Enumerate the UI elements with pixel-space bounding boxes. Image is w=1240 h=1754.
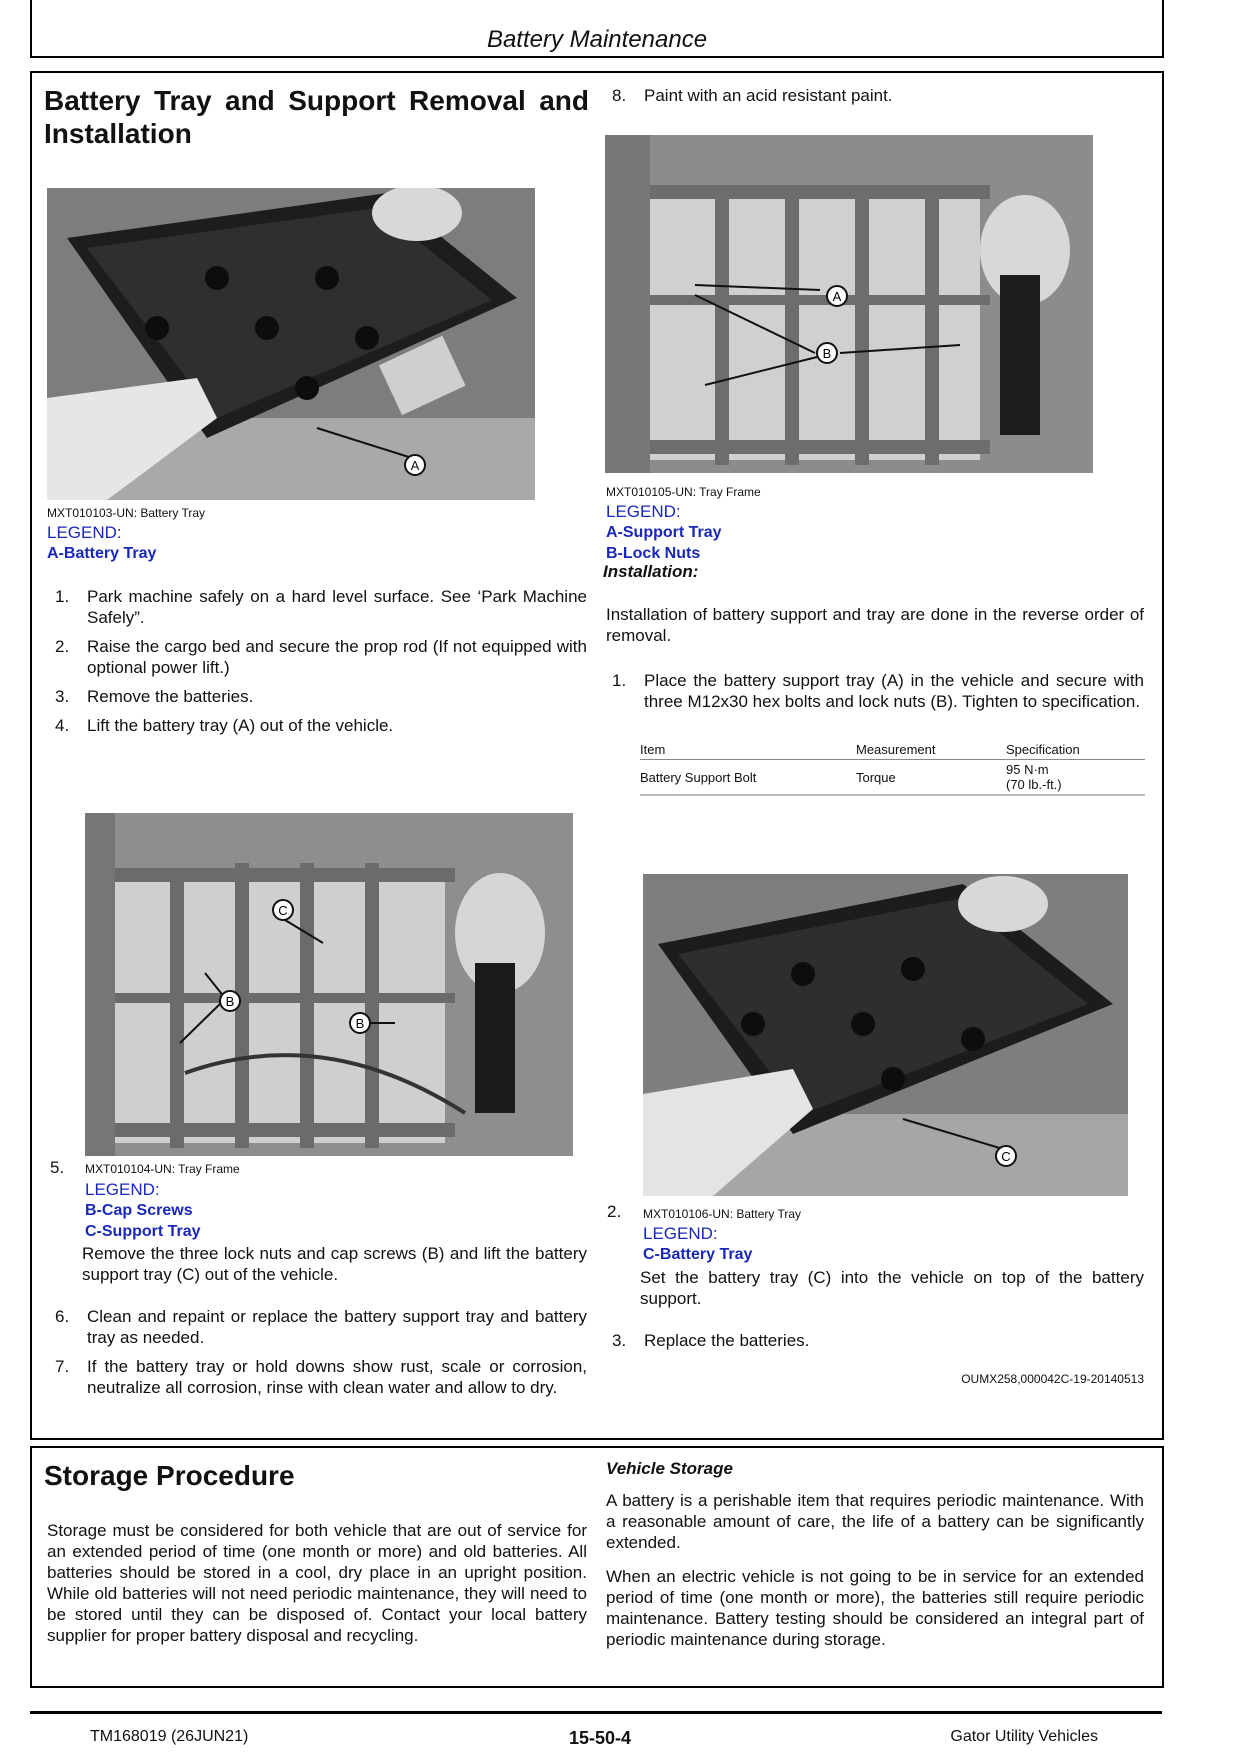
legend-item: C-Support Tray [85, 1223, 201, 1240]
col-item: Item [640, 740, 856, 760]
step-item: 3. Remove the batteries. [55, 687, 254, 706]
vehicle-storage-heading: Vehicle Storage [606, 1459, 733, 1478]
step-item: 2. Raise the cargo bed and secure the prop rod (If not equipped with optional power lift.) [55, 637, 587, 677]
storage-right-p2: When an electric vehicle is not going to be in service for an extended period of time (one month or more), the batteries still require periodic maintenance. Battery testing should be considered an integral part of periodic maintenance during storage. [606, 1567, 1144, 1649]
step-item: 3. Replace the batteries. [612, 1331, 810, 1350]
legend-title: LEGEND: [85, 1180, 160, 1199]
figure1-caption: MXT010103-UN: Battery Tray [47, 506, 206, 520]
spec-table-header [640, 740, 1145, 760]
figure2-legend [85, 1180, 201, 1242]
storage-right-p1: A battery is a perishable item that requires periodic maintenance. With a reasonable amount of care, the life of a battery can be significantly extended. [606, 1491, 1144, 1552]
figure-tray-frame-photo-2 [605, 135, 1093, 473]
cell-specification: 95 N·m (70 lb.-ft.) [1006, 760, 1145, 796]
callout-b: B [225, 994, 235, 1009]
footer-page-number: 15-50-4 [568, 1728, 632, 1748]
figure3-legend [606, 502, 722, 564]
figure4-legend [643, 1224, 752, 1265]
document-code: OUMX258,000042C-19-20140513 [961, 1372, 1144, 1386]
col-measurement: Measurement [856, 740, 1006, 760]
install-step3 [604, 1330, 1144, 1351]
step-item: 6. Clean and repaint or replace the battery support tray and battery tray as needed. [55, 1307, 587, 1347]
figure-tray-frame-photo-1 [85, 813, 573, 1156]
section2-title: Storage Procedure [44, 1460, 295, 1491]
install-step1 [604, 670, 1144, 712]
step8 [604, 85, 1144, 106]
figure4-caption: MXT010106-UN: Battery Tray [643, 1207, 802, 1221]
step-item: 1. Park machine safely on a hard level surface. See ‘Park Machine Safely”. [55, 587, 587, 627]
step-item: 8. Paint with an acid resistant paint. [612, 86, 893, 105]
callout-b: B [822, 346, 832, 361]
legend-title: LEGEND: [643, 1224, 718, 1243]
figure2-caption: MXT010104-UN: Tray Frame [85, 1162, 240, 1176]
legend-item: A-Battery Tray [47, 545, 157, 562]
callout-c: C [278, 903, 288, 918]
later-steps [47, 1306, 587, 1398]
footer-doc-id: TM168019 (26JUN21) [90, 1728, 249, 1745]
header-title: Battery Maintenance [486, 26, 708, 53]
legend-title: LEGEND: [47, 523, 122, 542]
removal-steps [47, 586, 587, 736]
section1-title: Battery Tray and Support Removal and Installation [44, 85, 589, 149]
legend-item: B-Lock Nuts [606, 545, 701, 562]
callout-a: A [832, 289, 842, 304]
figure3-caption: MXT010105-UN: Tray Frame [606, 485, 761, 499]
legend-item: C-Battery Tray [643, 1246, 753, 1263]
footer-rule [30, 1711, 1162, 1714]
installation-heading: Installation: [603, 562, 699, 581]
footer-manual-name: Gator Utility Vehicles [950, 1728, 1098, 1745]
callout-a: A [410, 458, 420, 473]
figure1-legend [47, 523, 156, 564]
col-specification: Specification [1006, 740, 1145, 760]
cell-item: Battery Support Bolt [640, 760, 856, 796]
step-item: 4. Lift the battery tray (A) out of the vehicle. [55, 716, 394, 735]
legend-item: A-Support Tray [606, 524, 722, 541]
step-item: 7. If the battery tray or hold downs show rust, scale or corrosion, neutralize all corrosion, rinse with clean water and allow to dry. [55, 1357, 587, 1397]
step-number: 5. [50, 1158, 65, 1177]
figure-battery-tray-photo-2 [643, 874, 1128, 1196]
legend-title: LEGEND: [606, 502, 681, 521]
step5-text: Remove the three lock nuts and cap screws (B) and lift the battery support tray (C) out of the vehicle. [82, 1244, 587, 1284]
spec-table [640, 740, 1145, 796]
step-number: 2. [607, 1202, 622, 1221]
figure-battery-tray-photo [47, 188, 535, 500]
storage-left-text: Storage must be considered for both vehicle that are out of service for an extended period of time (one month or more) and old batteries. All batteries should be stored in a cool, dry place in an upright position. While old batteries will not need periodic maintenance, they will need to be stored until they can be disposed of. Contact your local battery supplier for proper battery disposal and recycling. [47, 1521, 587, 1645]
page-header [30, 0, 1164, 58]
installation-intro: Installation of battery support and tray are done in the reverse order of removal. [606, 605, 1144, 645]
install-step2-text: Set the battery tray (C) into the vehicle on top of the battery support. [640, 1268, 1144, 1308]
legend-item: B-Cap Screws [85, 1202, 193, 1219]
step-item: 1. Place the battery support tray (A) in the vehicle and secure with three M12x30 hex bolts and lock nuts (B). Tighten to specification. [612, 671, 1144, 711]
table-row [640, 760, 1145, 796]
cell-measurement: Torque [856, 760, 1006, 796]
callout-b: B [355, 1016, 365, 1031]
callout-c: C [1001, 1149, 1011, 1164]
